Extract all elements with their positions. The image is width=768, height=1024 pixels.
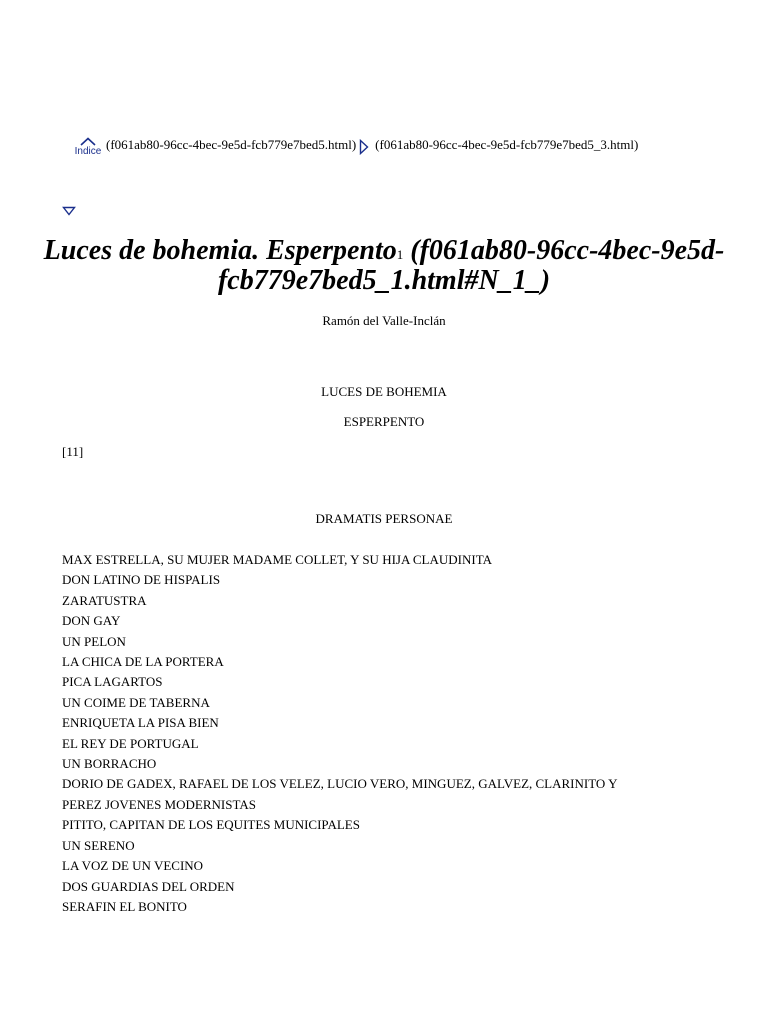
character-item: PEREZ JOVENES MODERNISTAS: [62, 796, 256, 812]
next-link-text: (f061ab80-96cc-4bec-9e5d-fcb779e7bed5_3.html): [375, 137, 639, 152]
character-item: ZARATUSTRA: [62, 592, 147, 608]
character-item: PITITO, CAPITAN DE LOS EQUITES MUNICIPALES: [62, 817, 360, 833]
next-link[interactable]: [356, 136, 638, 155]
chevron-up-icon: [79, 137, 97, 146]
footnote-mark[interactable]: 1: [396, 247, 404, 262]
character-item: LA CHICA DE LA PORTERA: [62, 654, 224, 670]
character-item: ENRIQUETA LA PISA BIEN: [62, 715, 219, 731]
character-item: LA VOZ DE UN VECINO: [62, 858, 204, 874]
title-main: Luces de bohemia. Esperpento: [43, 235, 397, 266]
down-arrow-icon[interactable]: [62, 206, 76, 216]
author: Ramón del Valle-Inclán: [322, 313, 446, 328]
index-label: Indice: [74, 146, 102, 157]
navigation-bar: [70, 136, 638, 162]
character-item: DORIO DE GADEX, RAFAEL DE LOS VELEZ, LUCIO VERO, MINGUEZ, GALVEZ, CLARINITO Y: [62, 776, 618, 792]
character-item: SERAFIN EL BONITO: [62, 898, 187, 914]
character-item: UN SERENO: [62, 837, 135, 853]
character-list: [62, 550, 702, 917]
next-arrow-icon: [359, 139, 369, 155]
character-item: EL REY DE PORTUGAL: [62, 735, 199, 751]
index-icon: [70, 137, 106, 157]
character-item: PICA LAGARTOS: [62, 674, 163, 690]
character-item: UN PELON: [62, 633, 126, 649]
genre-heading: ESPERPENTO: [343, 414, 425, 429]
work-heading: LUCES DE BOHEMIA: [321, 384, 447, 399]
page-marker: [11]: [62, 444, 84, 459]
character-item: UN COIME DE TABERNA: [62, 694, 210, 710]
character-item: MAX ESTRELLA, SU MUJER MADAME COLLET, Y SU HIJA CLAUDINITA: [62, 552, 492, 567]
dramatis-heading: DRAMATIS PERSONAE: [315, 511, 453, 526]
character-item: DON GAY: [62, 613, 121, 629]
character-item: DON LATINO DE HISPALIS: [62, 572, 221, 588]
title-link[interactable]: (f061ab80-96cc-4bec-9e5d-fcb779e7bed5_1.html#N_1_): [217, 235, 725, 296]
prev-link-text: (f061ab80-96cc-4bec-9e5d-fcb779e7bed5.html): [106, 137, 357, 152]
character-item: DOS GUARDIAS DEL ORDEN: [62, 878, 235, 894]
document-title: [40, 236, 728, 296]
character-item: UN BORRACHO: [62, 756, 157, 772]
index-link[interactable]: [70, 136, 356, 157]
